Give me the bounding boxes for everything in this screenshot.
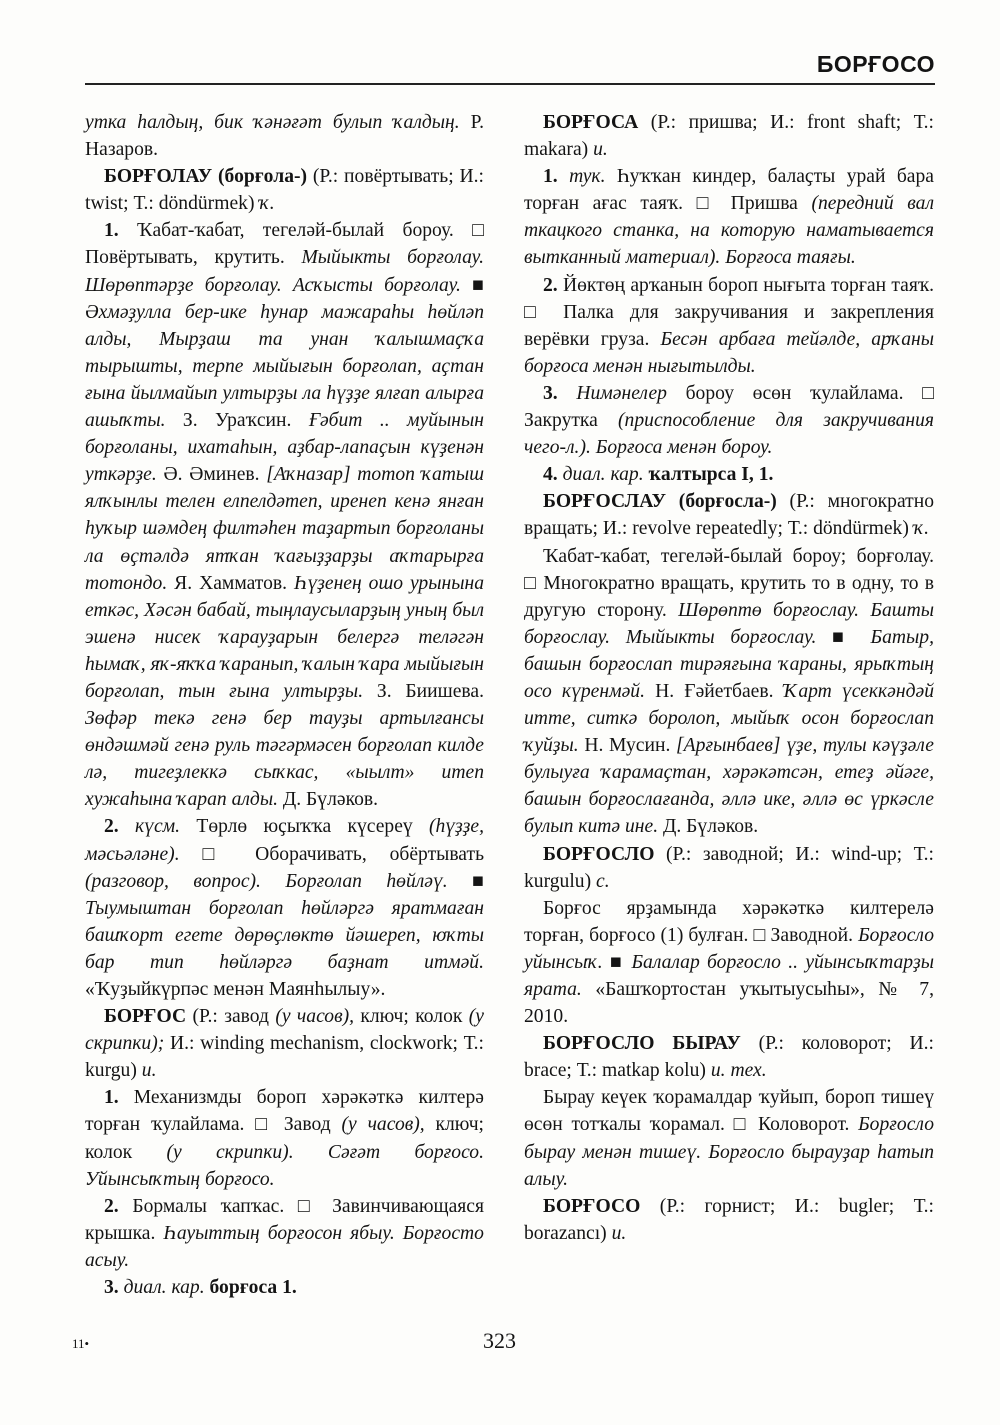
entry-borgos: БОРҒОС (Р.: завод (у часов), ключ; колок (у скрипки); И.: winding mechanism, clockwork; Т.: kurgu) и. <box>85 1006 484 1082</box>
entry-borgoslo-byrau: БОРҒОСЛО БЫРАУ (Р.: коловорот; И.: brace; Т.: matkap kolu) и. тех. <box>524 1033 934 1082</box>
headword: БОРҒОЛАУ (борғола-) <box>104 166 308 188</box>
headword: БОРҒОСО <box>543 1195 641 1217</box>
headword: БОРҒОСЛО <box>543 843 655 865</box>
sense-borgolau-1: 1. Ҡабат-ҡабат, тегеләй-былай бороу. □ Повёртывать, крутить. Мыйыкты борғолау. Шөрөптәрҙе борғолау. Асҡысты борғолау. ■ Әхмәҙулла бер-ике һунар мажараһы һөйләп алды, Мырҙаш та унан ҡалышмаҫҡа тырышты, терпе мыйығын борғолап, аҫтан ғына йылмайып ултырҙы ла һүҙҙе ялғап алырға ашыҡты. З. Ураҡсин. Ғәбит .. муйынын борғоланы, ихатаһын, аҙбар-лапаҫын күҙенән уткәрҙе. Ә. Әминев. [Аҡназар] тотоп ҡатыш ялҡынлы телен елпелдәтеп, иренеп кенә янған һуҡыр шәмдең филтәһен таҙартып борғоланы ла өҫтәлдә ятҡан ҡағыҙҙарҙы аҡтарырға тотондо. Я. Хамматов. Һүҙенең ошо урынына еткәс, Хәсән бабай, тыңлаусыларҙың уның был эшенә нисек ҡарауҙарын белергә теләгән һымаҡ, яҡ-яҡҡа ҡаранып, ҡалын ҡара мыйығын борғолап, тын ғына ултырҙы. З. Биишева. Зөфәр текә генә бер тауҙы артылғансы өндәшмәй генә руль тәгәрмәсен борғолап килде лә, тигеҙлеккә сыҡкас, «ыылт» итеп хужаһына ҡарап алды. Д. Бүләков. <box>85 220 485 811</box>
left-column <box>85 109 484 1301</box>
sense-borgoslo: Борғос ярҙамында хәрәкәткә килтерелә торған, борғосо (1) булған. □ Заводной. Борғосло уйынсыҡ. ■ Балалар борғосло .. уйынсыҡтарҙы ярата. «Башҡортостан уҡытыусыһы», № 7, 2010. <box>524 897 934 1028</box>
example-mark: ■ <box>460 274 485 296</box>
entry-borgoslo: БОРҒОСЛО (Р.: заводной; И.: wind-up; Т.: kurgulu) с. <box>524 843 934 892</box>
right-column <box>524 109 934 1247</box>
sense-borgosa-1: 1. тук. Һуҡҡан киндер, балаҫты урай бара торған ағас таяҡ. □ Пришва (передний вал ткацкого станка, на которую наматывается вытканный материал). Борғоса таяғы. <box>524 166 934 269</box>
running-head-word: БОРҒОСО <box>816 51 935 77</box>
sense-borgos-2: 2. Бормалы ҡапҡас. □ Завинчивающаяся крышка. Һауыттың борғосон ябыу. Борғосто асыу. <box>85 1195 484 1271</box>
sense-borgosa-4: 4. диал. кар. ҡалтырса I, 1. <box>543 464 774 486</box>
cross-reference: борғоса 1. <box>204 1277 297 1299</box>
page-number: 323 <box>483 1328 516 1353</box>
cross-reference: ҡалтырса I, 1. <box>643 464 774 486</box>
example-mark: ■ <box>447 870 484 892</box>
sense-borgoslo-byrau: Бырау кеүек ҡорамалдар ҡуйып, бороп тишеү өсөн тотҡалы ҡорамал. □ Коловорот. Борғосло бырау менән тишеү. Борғосло бырауҙар һатып алыу. <box>524 1087 934 1190</box>
example-mark: ■ <box>816 626 871 648</box>
entry-borgolau: БОРҒОЛАУ (борғола-) (Р.: повёртывать; И.: twist; Т.: döndürmek) ҡ. <box>85 166 484 215</box>
entry-borgoso: БОРҒОСО (Р.: горнист; И.: bugler; Т.: borazancı) и. <box>524 1195 934 1244</box>
sense-borgoslau: Ҡабат-ҡабат, тегеләй-былай бороу; борғолау. □ Многократно вращать, крутить то в одну, то в другую сторону. Шөрөптө борғослау. Башты борғослау. Мыйыкты борғослау. ■ Батыр, башын борғослап тирәяғына ҡараны, ярыҡтың осо күренмәй. Н. Ғәйетбаев. Ҡарт үсеккәндәй итте, ситкә боролоп, мыйыҡ осон борғослап ҡуйҙы. Н. Мусин. [Арғынбаев] үҙе, тулы кәүҙәле булыуға ҡарамаҫтан, хәрәкәтсән, етеҙ әйәге, башын борғослағанда, әллә ике, әллә өс үркәсле булып китә ине. Д. Бүләков. <box>524 545 935 838</box>
entry-borgosa: БОРҒОСА (Р.: пришва; И.: front shaft; Т.: makara) и. <box>524 112 934 161</box>
sense-borgos-1: 1. Механизмды бороп хәрәкәткә килтерә торған ҡулайлама. □ Завод (у часов), ключ; колок (у скрипки). Сәғәт борғосо. Уйынсыҡтың борғосо. <box>85 1087 484 1190</box>
headword: БОРҒОСЛО БЫРАУ <box>543 1033 741 1055</box>
headword: БОРҒОСА <box>543 112 639 133</box>
entry-borgoslau: БОРҒОСЛАУ (борғосла-) (Р.: многократно вращать; И.: revolve repeatedly; Т.: döndürmek) ҡ. <box>524 491 934 540</box>
headword: БОРҒОС <box>104 1006 187 1028</box>
sense-borgosa-3: 3. Нимәнелер бороу өсөн ҡулайлама. □ Закрутка (приспособление для закручивания чего-л.). Борғоса менән бороу. <box>524 382 934 459</box>
sense-borgosa-2: 2. Йөктөң арҡанын бороп нығыта торған таяҡ. □ Палка для закручивания и закрепления верёвки груза. Бесән арбаға тейәлде, арҡаны борғоса менән нығытылды. <box>524 274 934 377</box>
example-mark: ■ <box>602 951 632 973</box>
sense-borgos-3: 3. диал. кар. борғоса 1. <box>104 1277 297 1299</box>
sense-borgolau-2: 2. күсм. Төрлө юҫыҡҡа күсереү (һүҙҙе, мәсьәләне). □ Оборачивать, обёртывать (разговор, вопрос). Борғолап һөйләү. ■ Тыумыштан борғолап һөйләргә яратмаған башҡорт егете дөрөҫлөктө йәшереп, юҡты бар тип һөйләргә баҙнат итмәй. «Ҡуҙыйкүрпәс менән Маянһылыу». <box>85 816 484 1000</box>
printer-signature-mark: 11• <box>72 1336 90 1351</box>
headword: БОРҒОСЛАУ (борғосла-) <box>543 491 777 513</box>
running-head <box>85 49 935 85</box>
continued-example: утка һалдың, бик ҡәнәғәт булып ҡалдың. Р. Назаров. <box>85 112 484 161</box>
